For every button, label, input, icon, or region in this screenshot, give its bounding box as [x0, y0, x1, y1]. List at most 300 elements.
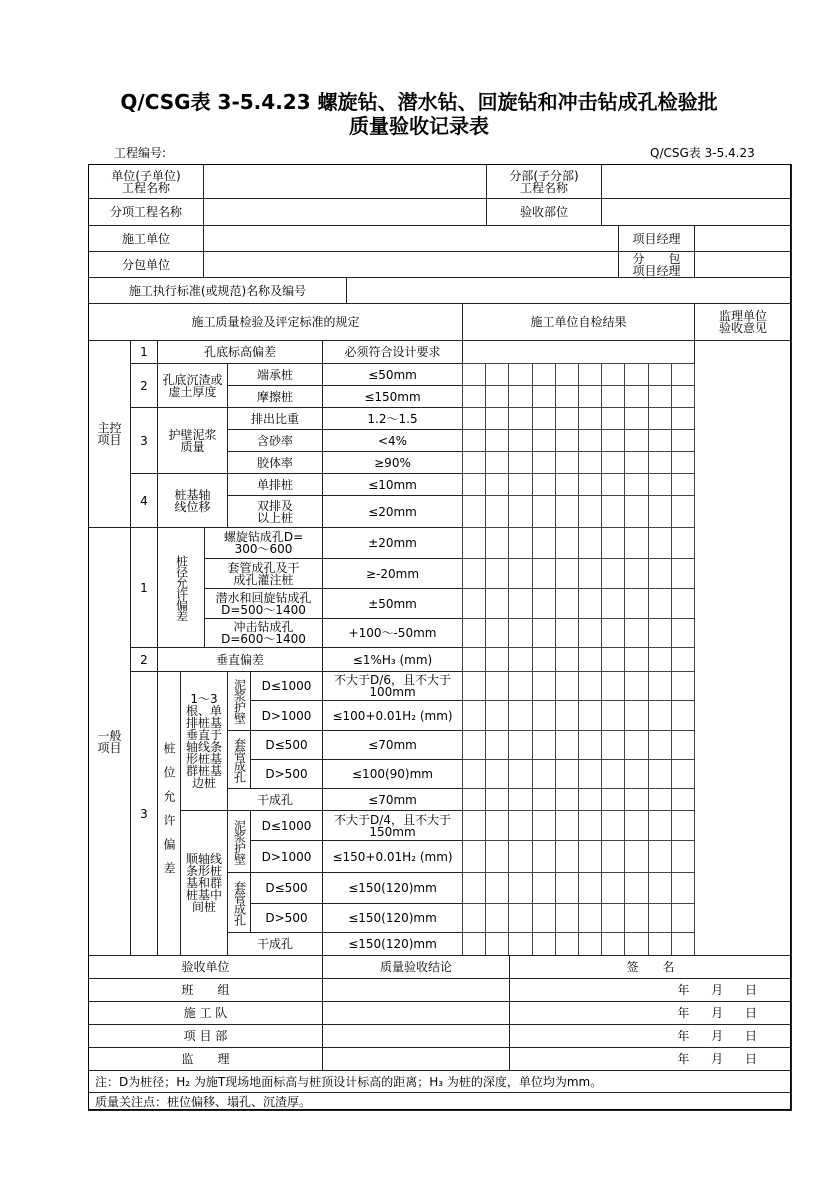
self-check-cell[interactable]	[555, 872, 579, 904]
self-check-cell[interactable]	[671, 451, 695, 474]
gen-sub: 套管成孔及干 成孔灌注桩	[204, 558, 323, 589]
self-check-cell[interactable]	[601, 932, 625, 956]
self-check-cell[interactable]	[555, 671, 579, 701]
self-check-cell[interactable]	[601, 429, 625, 452]
self-check-cell[interactable]	[648, 588, 672, 619]
self-check-cell[interactable]	[624, 840, 649, 873]
self-check-cell[interactable]	[508, 385, 533, 408]
gen-item-number: 3	[130, 671, 158, 956]
self-check-cell[interactable]	[555, 407, 579, 430]
acceptance-part-field[interactable]	[601, 198, 792, 226]
self-check-cell[interactable]	[624, 473, 649, 496]
self-check-cell[interactable]	[601, 647, 625, 672]
self-check-cell[interactable]	[532, 618, 556, 648]
self-check-cell[interactable]	[648, 700, 672, 731]
mc-value: <4%	[322, 429, 463, 452]
self-check-cell[interactable]	[485, 385, 509, 408]
self-check-cell[interactable]	[578, 840, 602, 873]
self-check-cell[interactable]	[578, 932, 602, 956]
self-check-cell[interactable]	[624, 407, 649, 430]
acceptance-signature-header: 签 名	[509, 955, 792, 979]
self-check-cell[interactable]	[555, 495, 579, 528]
self-check-cell[interactable]	[601, 840, 625, 873]
self-check-cell[interactable]	[508, 759, 533, 789]
self-check-cell[interactable]	[485, 588, 509, 619]
gen-item-name: 桩位允许偏差	[157, 671, 181, 956]
self-check-cell[interactable]	[648, 759, 672, 789]
self-check-cell[interactable]	[532, 872, 556, 904]
self-check-cell[interactable]	[578, 527, 602, 559]
acceptance-conclusion-field[interactable]	[322, 1047, 510, 1071]
self-check-cell[interactable]	[462, 588, 486, 619]
self-check-cell[interactable]	[462, 495, 486, 528]
gen-sub: 潜水和回旋钻成孔 D=500～1400	[204, 588, 323, 619]
gen-item-number: 2	[130, 647, 158, 672]
self-check-cell[interactable]	[578, 671, 602, 701]
self-check-cell[interactable]	[601, 671, 625, 701]
self-check-cell[interactable]	[532, 840, 556, 873]
mc-item-name: 孔底沉渣或虚土厚度	[157, 363, 228, 408]
self-check-cell[interactable]	[485, 363, 509, 386]
self-check-cell[interactable]	[601, 810, 625, 841]
self-check-cell[interactable]	[578, 588, 602, 619]
gen-diam: D>1000	[250, 840, 323, 873]
acceptance-unit: 监 理	[88, 1047, 323, 1071]
gen-value: 不大于D/4，且不大于 150mm	[322, 810, 463, 841]
self-check-cell[interactable]	[601, 558, 625, 589]
self-check-cell[interactable]	[462, 700, 486, 731]
self-check-cell[interactable]	[578, 700, 602, 731]
mc-item-name: 孔底标高偏差	[157, 340, 323, 364]
self-check-cell[interactable]	[462, 730, 486, 760]
self-check-cell[interactable]	[485, 759, 509, 789]
self-check-cell[interactable]	[648, 840, 672, 873]
mc-value: 1.2～1.5	[322, 407, 463, 430]
self-check-cell[interactable]	[508, 700, 533, 731]
self-check-cell[interactable]	[624, 495, 649, 528]
self-check-cell[interactable]	[462, 840, 486, 873]
self-check-cell[interactable]	[508, 588, 533, 619]
gen-value: ≤100+0.01H₂ (mm)	[322, 700, 463, 731]
contractor-field[interactable]	[203, 225, 619, 252]
self-check-cell[interactable]	[671, 429, 695, 452]
self-check-cell[interactable]	[578, 618, 602, 648]
self-check-cell[interactable]	[648, 473, 672, 496]
self-check-cell[interactable]	[624, 788, 649, 811]
self-check-cell[interactable]	[671, 363, 695, 386]
self-check-cell[interactable]	[624, 932, 649, 956]
supervisor-header: 监理单位 验收意见	[694, 303, 792, 341]
self-check-cell[interactable]	[508, 872, 533, 904]
self-check-cell[interactable]	[462, 788, 486, 811]
gen-value: ±20mm	[322, 527, 463, 559]
self-check-cell[interactable]	[671, 495, 695, 528]
self-check-cell[interactable]	[555, 473, 579, 496]
self-check-cell[interactable]	[624, 759, 649, 789]
self-check-cell[interactable]	[485, 932, 509, 956]
form-title-line1: Q/CSG表 3-5.4.23 螺旋钻、潜水钻、回旋钻和冲击钻成孔检验批	[120, 90, 718, 114]
self-check-cell[interactable]	[578, 385, 602, 408]
self-check-cell[interactable]	[508, 810, 533, 841]
mc-item-number: 1	[130, 340, 158, 364]
self-check-cell[interactable]	[601, 788, 625, 811]
self-check-cell[interactable]	[532, 588, 556, 619]
self-check-cell[interactable]	[601, 588, 625, 619]
self-check-cell[interactable]	[508, 788, 533, 811]
gen-method: 干成孔	[227, 788, 323, 811]
self-check-cell[interactable]	[671, 558, 695, 589]
self-check-cell[interactable]	[462, 671, 486, 701]
self-check-cell[interactable]	[555, 810, 579, 841]
acceptance-conclusion-field[interactable]	[322, 1024, 510, 1048]
self-check-cell[interactable]	[671, 840, 695, 873]
self-check-cell[interactable]	[601, 903, 625, 933]
self-check-cell[interactable]	[508, 363, 533, 386]
self-check-cell[interactable]	[555, 840, 579, 873]
self-check-cell[interactable]	[462, 451, 486, 474]
standard-field[interactable]	[346, 277, 792, 304]
self-check-cell[interactable]	[462, 407, 486, 430]
self-check-cell[interactable]	[532, 759, 556, 789]
self-check-cell[interactable]	[485, 788, 509, 811]
self-check-cell[interactable]	[555, 527, 579, 559]
self-check-cell[interactable]	[485, 671, 509, 701]
self-check-cell[interactable]	[508, 495, 533, 528]
self-check-cell[interactable]	[624, 903, 649, 933]
gen-diam: D≤1000	[250, 810, 323, 841]
self-check-cell[interactable]	[508, 730, 533, 760]
self-check-cell[interactable]	[601, 407, 625, 430]
self-check-cell[interactable]	[578, 473, 602, 496]
mc-value: ≤20mm	[322, 495, 463, 528]
self-check-header: 施工单位自检结果	[462, 303, 695, 341]
self-check-cell[interactable]	[485, 407, 509, 430]
self-check-cell[interactable]	[508, 407, 533, 430]
unit-project-field[interactable]	[203, 164, 487, 199]
self-check-cell[interactable]	[532, 495, 556, 528]
self-check-cell[interactable]	[578, 788, 602, 811]
self-check-cell[interactable]	[555, 903, 579, 933]
acceptance-unit: 项 目 部	[88, 1024, 323, 1048]
self-check-cell[interactable]	[485, 700, 509, 731]
self-check-cell[interactable]	[648, 647, 672, 672]
gen-value: ≤100(90)mm	[322, 759, 463, 789]
self-check-cell[interactable]	[462, 429, 486, 452]
self-check-cell[interactable]	[462, 932, 486, 956]
self-check-cell[interactable]	[624, 527, 649, 559]
self-check-cell[interactable]	[671, 810, 695, 841]
label-sub-item: 分项工程名称	[88, 198, 204, 226]
self-check-cell[interactable]	[462, 473, 486, 496]
self-check-cell[interactable]	[671, 385, 695, 408]
self-check-cell[interactable]	[532, 671, 556, 701]
gen-value: ≤70mm	[322, 788, 463, 811]
self-check-cell[interactable]	[601, 495, 625, 528]
self-check-cell[interactable]	[601, 730, 625, 760]
form-title-line2: 质量验收记录表	[349, 114, 489, 138]
main-control-category: 主控 项目	[88, 340, 131, 528]
division-project-field[interactable]	[601, 164, 792, 199]
self-check-cell[interactable]	[532, 385, 556, 408]
mc-sub: 端承桩	[227, 363, 323, 386]
acceptance-unit-header: 验收单位	[88, 955, 323, 979]
self-check-cell[interactable]	[555, 618, 579, 648]
self-check-cell[interactable]	[578, 429, 602, 452]
label-project-manager: 项目经理	[618, 225, 695, 252]
gen-method: 套管成孔	[227, 730, 251, 789]
self-check-cell[interactable]	[485, 872, 509, 904]
mc-sub: 排出比重	[227, 407, 323, 430]
self-check-cell[interactable]	[532, 473, 556, 496]
self-check-cell[interactable]	[485, 429, 509, 452]
self-check-cell[interactable]	[648, 788, 672, 811]
gen-diam: D≤1000	[250, 671, 323, 701]
self-check-cell[interactable]	[648, 671, 672, 701]
self-check-cell[interactable]	[555, 451, 579, 474]
self-check-cell[interactable]	[624, 558, 649, 589]
self-check-cell[interactable]	[532, 810, 556, 841]
self-check-cell[interactable]	[648, 429, 672, 452]
self-check-cell[interactable]	[532, 451, 556, 474]
self-check-cell[interactable]	[671, 618, 695, 648]
self-check-cell[interactable]	[578, 647, 602, 672]
self-check-cell[interactable]	[601, 451, 625, 474]
project-number-label: 工程编号:	[114, 146, 167, 160]
self-check-cell[interactable]	[485, 647, 509, 672]
self-check-cell[interactable]	[601, 618, 625, 648]
self-check-cell[interactable]	[624, 671, 649, 701]
self-check-cell[interactable]	[601, 759, 625, 789]
self-check-cell[interactable]	[532, 407, 556, 430]
self-check-cell[interactable]	[624, 810, 649, 841]
self-check-cell[interactable]	[624, 451, 649, 474]
self-check-cell[interactable]	[671, 473, 695, 496]
self-check-cell[interactable]	[648, 363, 672, 386]
gen-sub: 冲击钻成孔 D=600～1400	[204, 618, 323, 648]
self-check-cell[interactable]	[532, 363, 556, 386]
project-manager-field[interactable]	[694, 225, 792, 252]
label-unit-project: 单位(子单位) 工程名称	[88, 164, 204, 199]
gen-diam: D≤500	[250, 872, 323, 904]
self-check-cell[interactable]	[671, 932, 695, 956]
self-check-cell[interactable]	[601, 473, 625, 496]
self-check-cell[interactable]	[508, 647, 533, 672]
gen-group: 顺轴线条形桩基和群桩基中间桩	[180, 810, 228, 956]
self-check-cell[interactable]	[671, 407, 695, 430]
self-check-cell[interactable]	[648, 558, 672, 589]
gen-value: ≤150(120)mm	[322, 903, 463, 933]
self-check-cell[interactable]	[624, 700, 649, 731]
subcontractor-field[interactable]	[203, 251, 619, 278]
self-check-cell[interactable]	[508, 840, 533, 873]
gen-value: ±50mm	[322, 588, 463, 619]
self-check-cell[interactable]	[648, 730, 672, 760]
self-check-cell[interactable]	[671, 700, 695, 731]
self-check-cell[interactable]	[532, 730, 556, 760]
supervisor-opinion-field[interactable]	[694, 340, 792, 956]
gen-diam: D≤500	[250, 730, 323, 760]
self-check-cell[interactable]	[508, 451, 533, 474]
self-check-cell[interactable]	[462, 527, 486, 559]
self-check-cell[interactable]	[555, 759, 579, 789]
self-check-cell[interactable]	[532, 558, 556, 589]
self-check-cell[interactable]	[601, 363, 625, 386]
acceptance-conclusion-field[interactable]	[322, 1001, 510, 1025]
self-check-cell[interactable]	[485, 451, 509, 474]
self-check-cell[interactable]	[508, 903, 533, 933]
acceptance-signature-date[interactable]: 年 月 日	[509, 1047, 792, 1071]
gen-diam: D>500	[250, 759, 323, 789]
self-check-cell[interactable]	[462, 872, 486, 904]
self-check-cell[interactable]	[578, 363, 602, 386]
self-check-cell[interactable]	[555, 932, 579, 956]
acceptance-conclusion-field[interactable]	[322, 978, 510, 1002]
mc-value: ≥90%	[322, 451, 463, 474]
self-check-cell[interactable]	[508, 527, 533, 559]
self-check-cell[interactable]	[601, 872, 625, 904]
gen-method: 泥浆护壁	[227, 671, 251, 731]
self-check-cell[interactable]	[462, 618, 486, 648]
self-check-cell[interactable]	[532, 527, 556, 559]
self-check-cell[interactable]	[624, 429, 649, 452]
self-check-cell[interactable]	[462, 647, 486, 672]
self-check-cell[interactable]	[578, 872, 602, 904]
self-check-cell[interactable]	[485, 618, 509, 648]
self-check-cell[interactable]	[462, 385, 486, 408]
self-check-cell[interactable]	[508, 618, 533, 648]
self-check-cell[interactable]	[671, 788, 695, 811]
self-check-cell[interactable]	[555, 429, 579, 452]
self-check-cell[interactable]	[532, 647, 556, 672]
self-check-cell[interactable]	[601, 527, 625, 559]
self-check-cell[interactable]	[624, 872, 649, 904]
self-check-cell[interactable]	[578, 451, 602, 474]
self-check-cell[interactable]	[671, 759, 695, 789]
mc-check-field[interactable]	[462, 340, 695, 364]
self-check-cell[interactable]	[485, 527, 509, 559]
sub-item-field[interactable]	[203, 198, 487, 226]
label-contractor: 施工单位	[88, 225, 204, 252]
acceptance-signature-date[interactable]: 年 月 日	[509, 1024, 792, 1048]
gen-method: 泥浆护壁	[227, 810, 251, 873]
self-check-cell[interactable]	[578, 903, 602, 933]
self-check-cell[interactable]	[555, 558, 579, 589]
mc-item-number: 2	[130, 363, 158, 408]
self-check-cell[interactable]	[555, 730, 579, 760]
self-check-cell[interactable]	[648, 872, 672, 904]
gen-value: ≤1%H₃ (mm)	[322, 647, 463, 672]
self-check-cell[interactable]	[648, 618, 672, 648]
self-check-cell[interactable]	[671, 903, 695, 933]
self-check-cell[interactable]	[601, 385, 625, 408]
self-check-cell[interactable]	[671, 647, 695, 672]
self-check-cell[interactable]	[624, 730, 649, 760]
self-check-cell[interactable]	[671, 730, 695, 760]
acceptance-signature-date[interactable]: 年 月 日	[509, 978, 792, 1002]
self-check-cell[interactable]	[532, 903, 556, 933]
self-check-cell[interactable]	[508, 932, 533, 956]
self-check-cell[interactable]	[508, 429, 533, 452]
acceptance-conclusion-header: 质量验收结论	[322, 955, 510, 979]
self-check-cell[interactable]	[648, 385, 672, 408]
self-check-cell[interactable]	[508, 671, 533, 701]
self-check-cell[interactable]	[485, 810, 509, 841]
self-check-cell[interactable]	[578, 810, 602, 841]
self-check-cell[interactable]	[671, 527, 695, 559]
sub-project-manager-field[interactable]	[694, 251, 792, 278]
self-check-cell[interactable]	[648, 932, 672, 956]
self-check-cell[interactable]	[485, 495, 509, 528]
self-check-cell[interactable]	[601, 700, 625, 731]
self-check-cell[interactable]	[485, 903, 509, 933]
self-check-cell[interactable]	[624, 385, 649, 408]
self-check-cell[interactable]	[485, 558, 509, 589]
self-check-cell[interactable]	[532, 932, 556, 956]
self-check-cell[interactable]	[485, 473, 509, 496]
self-check-cell[interactable]	[648, 527, 672, 559]
note: 注：D为桩径；H₂ 为施T现场地面标高与桩顶设计标高的距离；H₃ 为桩的深度，单位均为mm。	[88, 1070, 792, 1093]
self-check-cell[interactable]	[462, 558, 486, 589]
acceptance-unit: 班 组	[88, 978, 323, 1002]
self-check-cell[interactable]	[485, 730, 509, 760]
spec-header: 施工质量检验及评定标准的规定	[88, 303, 463, 341]
self-check-cell[interactable]	[555, 647, 579, 672]
self-check-cell[interactable]	[624, 363, 649, 386]
self-check-cell[interactable]	[578, 407, 602, 430]
gen-value: ≤150+0.01H₂ (mm)	[322, 840, 463, 873]
acceptance-signature-date[interactable]: 年 月 日	[509, 1001, 792, 1025]
gen-diam: D>1000	[250, 700, 323, 731]
self-check-cell[interactable]	[578, 730, 602, 760]
self-check-cell[interactable]	[532, 429, 556, 452]
self-check-cell[interactable]	[648, 451, 672, 474]
self-check-cell[interactable]	[671, 588, 695, 619]
self-check-cell[interactable]	[578, 759, 602, 789]
self-check-cell[interactable]	[462, 363, 486, 386]
self-check-cell[interactable]	[671, 872, 695, 904]
self-check-cell[interactable]	[508, 558, 533, 589]
self-check-cell[interactable]	[624, 618, 649, 648]
self-check-cell[interactable]	[555, 588, 579, 619]
self-check-cell[interactable]	[485, 840, 509, 873]
self-check-cell[interactable]	[532, 700, 556, 731]
label-standard: 施工执行标准(或规范)名称及编号	[88, 277, 347, 304]
gen-group: 1～3根、单排桩基垂直于轴线条形桩基群桩基边桩	[180, 671, 228, 811]
self-check-cell[interactable]	[462, 810, 486, 841]
gen-item-number: 1	[130, 527, 158, 648]
self-check-cell[interactable]	[508, 473, 533, 496]
self-check-cell[interactable]	[578, 558, 602, 589]
self-check-cell[interactable]	[624, 588, 649, 619]
self-check-cell[interactable]	[648, 903, 672, 933]
self-check-cell[interactable]	[532, 788, 556, 811]
self-check-cell[interactable]	[578, 495, 602, 528]
mc-sub: 单排桩	[227, 473, 323, 496]
mc-item-number: 4	[130, 473, 158, 528]
self-check-cell[interactable]	[624, 647, 649, 672]
self-check-cell[interactable]	[555, 788, 579, 811]
self-check-cell[interactable]	[462, 903, 486, 933]
self-check-cell[interactable]	[555, 700, 579, 731]
self-check-cell[interactable]	[671, 671, 695, 701]
self-check-cell[interactable]	[555, 363, 579, 386]
self-check-cell[interactable]	[462, 759, 486, 789]
gen-method: 干成孔	[227, 932, 323, 956]
self-check-cell[interactable]	[648, 407, 672, 430]
self-check-cell[interactable]	[648, 810, 672, 841]
self-check-cell[interactable]	[648, 495, 672, 528]
self-check-cell[interactable]	[555, 385, 579, 408]
